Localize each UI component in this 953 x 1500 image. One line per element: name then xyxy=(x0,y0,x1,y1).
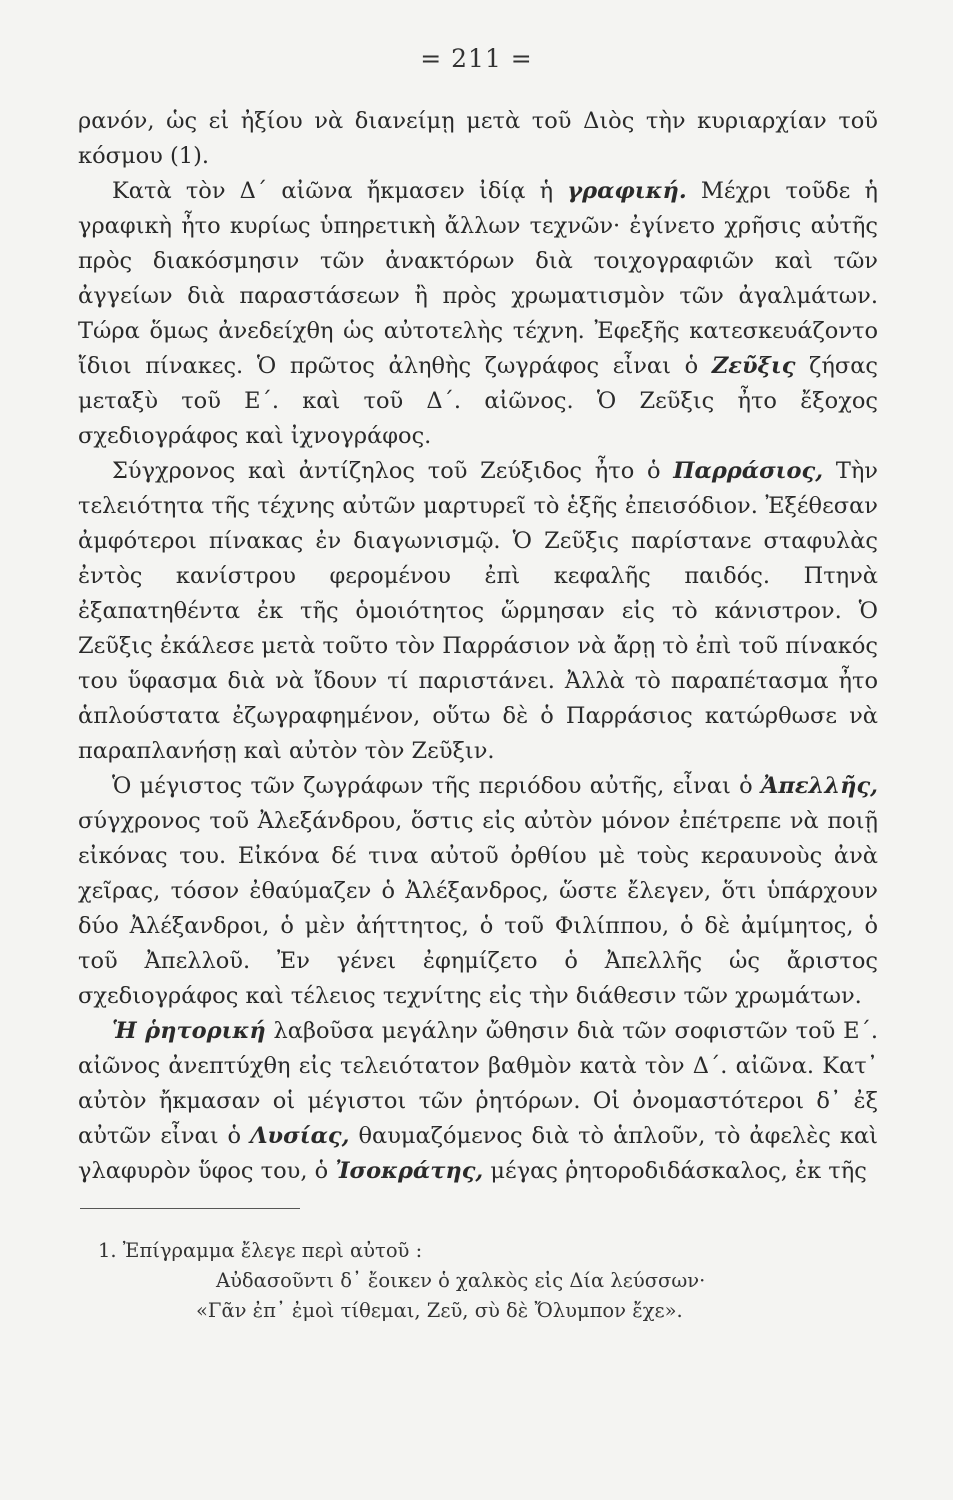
paragraph-3-text-b: Τὴν τελειότητα τῆς τέχνης αὐτῶν μαρτυρεῖ τὸ ἑξῆς ἐπεισόδιον. Ἐξέθεσαν ἀμφότεροι πίνακας ἐν διαγωνισμῷ. Ὁ Ζεῦξις παρίστανε σταφυλὰς ἐντὸς κανίστρου φερομένου ἐπὶ κεφαλῆς παιδός. Πτηνὰ ἐξαπατηθέντα ἐκ τῆς ὁμοιότητος ὥρμησαν εἰς τὸ κάνιστρον. Ὁ Ζεῦξις ἐκάλεσε μετὰ τοῦτο τὸν Παρράσιον νὰ ἄρῃ τὸ ἐπὶ τοῦ πίνακός του ὕφασμα διὰ νὰ ἴδουν τί παριστάνει. Ἀλλὰ τὸ παραπέτασμα ἦτο ἁπλούστατα ἐζωγραφημένον, οὕτω δὲ ὁ Παρράσιος κατώρθωσε νὰ παραπλανήσῃ καὶ αὐτὸν τὸν Ζεῦξιν. xyxy=(78,458,878,764)
paragraph-4-text-b: σύγχρονος τοῦ Ἀλεξάνδρου, ὅστις εἰς αὐτὸν μόνον ἐπέτρεπε νὰ ποιῇ εἰκόνας του. Εἰκόνα δέ τινα αὐτοῦ ὀρθίου μὲ τοὺς κεραυνοὺς ἀνὰ χεῖρας, τόσον ἐθαύμαζεν ὁ Ἀλέξανδρος, ὥστε ἔλεγεν, ὅτι ὑπάρχουν δύο Ἀλέξανδροι, ὁ μὲν ἀήττητος, ὁ τοῦ Φιλίππου, ὁ δὲ ἀμίμητος, ὁ τοῦ Ἀπελλοῦ. Ἐν γένει ἐφημίζετο ὁ Ἀπελλῆς ὡς ἄριστος σχεδιογράφος καὶ τέλειος τεχνίτης εἰς τὴν διάθεσιν τῶν χρωμάτων. xyxy=(78,808,878,1009)
name-apelles: Ἀπελλῆς, xyxy=(760,773,878,799)
footnotes xyxy=(98,1236,858,1326)
paragraph-2-text-b: Μέχρι τοῦδε ἡ γραφικὴ ἦτο κυρίως ὑπηρετικὴ ἄλλων τεχνῶν· ἐγίνετο χρῆσις αὐτῆς πρὸς διακόσμησιν τῶν ἀνακτόρων διὰ τοιχογραφιῶν καὶ τῶν ἀγγείων διὰ παραστάσεων ἢ πρὸς χρωματισμὸν τῶν ἀγαλμάτων. Τώρα ὅμως ἀνεδείχθη ὡς αὐτοτελὴς τέχνη. Ἐφεξῆς κατεσκευάζοντο ἴδιοι πίνακες. Ὁ πρῶτος ἀληθὴς ζωγράφος εἶναι ὁ xyxy=(78,178,878,379)
paragraph-5 xyxy=(78,1014,878,1189)
paragraph-2-text-a: Κατὰ τὸν Δ΄ αἰῶνα ἤκμασεν ἰδίᾳ ἡ xyxy=(112,178,568,204)
paragraph-3-text-a: Σύγχρονος καὶ ἀντίζηλος τοῦ Ζεύξιδος ἦτο ὁ xyxy=(112,458,674,484)
name-parrhasius: Παρράσιος, xyxy=(673,458,824,484)
body-text xyxy=(78,104,878,1189)
name-isocrates: Ἰσοκράτης, xyxy=(335,1158,484,1184)
footnote-divider xyxy=(80,1208,300,1209)
paragraph-5-text-c: θαυμαζόμενος διὰ τὸ ἁπλοῦν, τὸ ἀφελὲς καὶ γλαφυρὸν ὕφος του, ὁ xyxy=(78,1123,878,1184)
paragraph-2-text-c: ζήσας μεταξὺ τοῦ Ε΄. καὶ τοῦ Δ΄. αἰῶνος. Ὁ Ζεῦξις ἦτο ἔξοχος σχεδιογράφος καὶ ἰχνογράφος. xyxy=(78,353,878,449)
footnote-1-intro: 1. Ἐπίγραμμα ἔλεγε περὶ αὐτοῦ : xyxy=(98,1239,423,1262)
paragraph-4 xyxy=(78,769,878,1014)
paragraph-5-text-d: μέγας ῥητοροδιδάσκαλος, ἐκ τῆς xyxy=(483,1158,867,1184)
paragraph-1-end: ). xyxy=(193,143,210,169)
footnote-1-verse-1: Αὐδασοῦντι δ᾽ ἔοικεν ὁ χαλκὸς εἰς Δία λεύσσων· xyxy=(216,1269,706,1292)
term-rhetoric: Ἡ ῥητορική xyxy=(112,1018,266,1044)
term-painting: γραφική. xyxy=(567,178,687,204)
footnote-reference: 1 xyxy=(178,143,194,169)
name-zeuxis: Ζεῦξις xyxy=(711,353,796,379)
paragraph-5-text-b: λαβοῦσα μεγάλην ὤθησιν διὰ τῶν σοφιστῶν τοῦ Ε΄. αἰῶνος ἀνεπτύχθη εἰς τελειότατον βαθμὸν κατὰ τὸν Δ΄. αἰῶνα. Κατ᾽ αὐτὸν ἤκμασαν οἱ μέγιστοι τῶν ῥητόρων. Οἱ ὀνομαστότεροι δ᾽ ἐξ αὐτῶν εἶναι ὁ xyxy=(78,1018,879,1149)
paragraph-1-text: ρανόν, ὡς εἰ ἠξίου νὰ διανείμῃ μετὰ τοῦ Διὸς τὴν κυριαρχίαν τοῦ κόσμου ( xyxy=(78,108,878,169)
name-lysias: Λυσίας, xyxy=(250,1123,350,1149)
paragraph-4-text-a: Ὁ μέγιστος τῶν ζωγράφων τῆς περιόδου αὐτῆς, εἶναι ὁ xyxy=(112,773,761,799)
page-number: = 211 = xyxy=(420,44,533,73)
paragraph-3 xyxy=(78,454,878,769)
paragraph-1 xyxy=(78,104,878,174)
footnote-1-verse-2: «Γᾶν ἐπ᾽ ἐμοὶ τίθεμαι, Ζεῦ, σὺ δὲ Ὄλυμπον ἔχε». xyxy=(196,1299,683,1322)
paragraph-2 xyxy=(78,174,878,454)
